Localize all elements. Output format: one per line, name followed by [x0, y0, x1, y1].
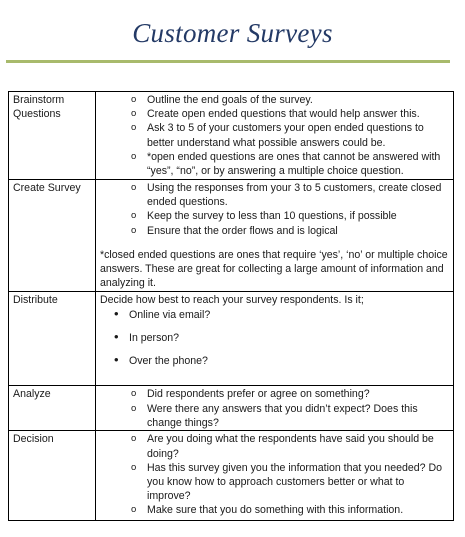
- closed-ended-note: *closed ended questions are ones that require ‘yes’, ‘no’ or multiple choice answers. These are great for collecting a large amount of information and analyzing it.: [100, 248, 448, 290]
- list-item: o Ensure that the order flows and is logical: [100, 224, 449, 238]
- list-item: o Were there any answers that you didn’t expect? Does this change things?: [100, 402, 449, 430]
- brainstorm-list: [100, 93, 449, 178]
- table-row-distribute: [9, 292, 454, 386]
- title-underline: [6, 60, 450, 63]
- document-title: Customer Surveys: [132, 18, 333, 48]
- distribute-list: [100, 308, 449, 369]
- row-content-brainstorm: [96, 92, 454, 180]
- analyze-list: [100, 387, 449, 430]
- row-label-decision: Decision: [9, 431, 96, 521]
- list-item: o Make sure that you do something with this information.: [100, 503, 449, 517]
- row-content-distribute: [96, 292, 454, 386]
- survey-steps-table: [8, 91, 454, 521]
- list-item: • Online via email?: [100, 308, 449, 322]
- distribute-intro: Decide how best to reach your survey respondents. Is it;: [100, 294, 364, 307]
- list-item: • In person?: [100, 331, 449, 345]
- table-row-analyze: [9, 386, 454, 431]
- row-label-brainstorm: Brainstorm Questions: [9, 92, 96, 180]
- list-item: o Using the responses from your 3 to 5 customers, create closed ended questions.: [100, 181, 449, 209]
- list-item: o *open ended questions are ones that cannot be answered with “yes”, “no”, or by answering a multiple choice question.: [100, 150, 449, 178]
- list-item: o Did respondents prefer or agree on something?: [100, 387, 449, 401]
- row-content-decision: [96, 431, 454, 521]
- row-content-analyze: [96, 386, 454, 431]
- row-label-analyze: Analyze: [9, 386, 96, 431]
- row-content-create: [96, 180, 454, 292]
- list-item: o Ask 3 to 5 of your customers your open ended questions to better understand what possible answers could be.: [100, 121, 449, 149]
- list-item: o Create open ended questions that would help answer this.: [100, 107, 449, 121]
- list-item: o Outline the end goals of the survey.: [100, 93, 449, 107]
- table-row-create: [9, 180, 454, 292]
- create-list: [100, 181, 449, 238]
- row-label-distribute: Distribute: [9, 292, 96, 386]
- list-item: o Keep the survey to less than 10 questions, if possible: [100, 209, 449, 223]
- row-label-create: Create Survey: [9, 180, 96, 292]
- table-row-decision: [9, 431, 454, 521]
- list-item: o Has this survey given you the information that you needed? Do you know how to approach customers better or what to improve?: [100, 461, 449, 504]
- decision-list: [100, 432, 449, 517]
- list-item: • Over the phone?: [100, 354, 449, 368]
- table-row-brainstorm: [9, 92, 454, 180]
- list-item: o Are you doing what the respondents have said you should be doing?: [100, 432, 449, 460]
